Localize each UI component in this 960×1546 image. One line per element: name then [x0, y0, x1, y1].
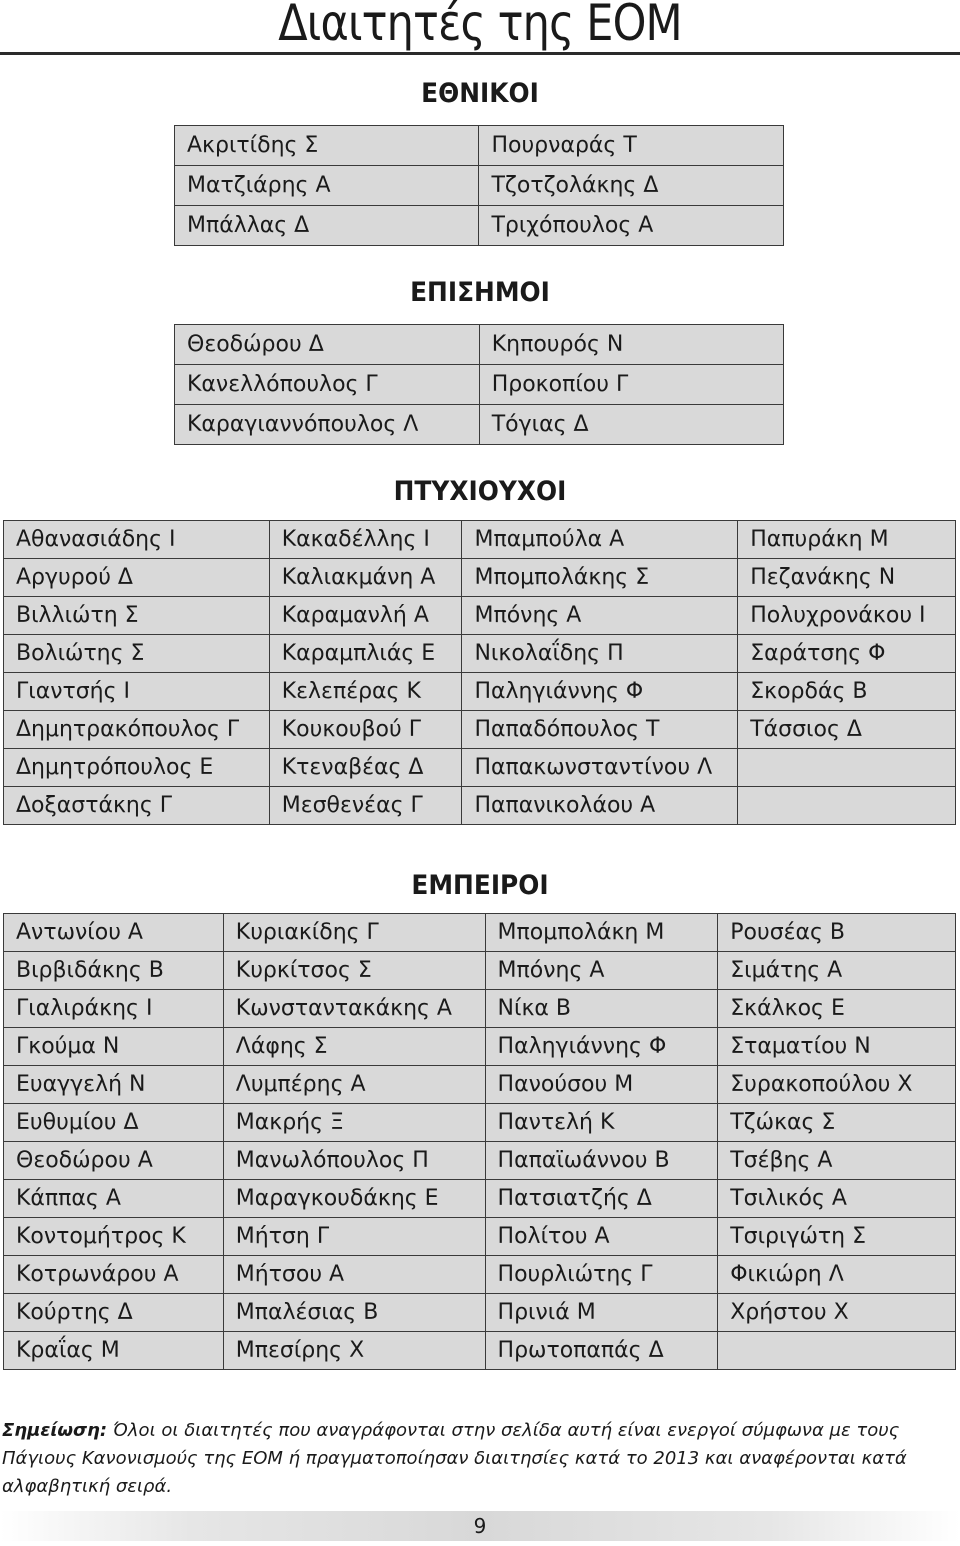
table-row — [4, 1180, 956, 1218]
table-row — [4, 1104, 956, 1142]
referee-name-cell: Μήτσου Α — [223, 1256, 485, 1294]
table-row — [4, 952, 956, 990]
table-row — [4, 673, 956, 711]
referee-name-cell: Ματζιάρης Α — [175, 166, 479, 206]
referee-name-cell: Πεζανάκης Ν — [738, 559, 956, 597]
referee-name-cell: Μπαλέσιας Β — [223, 1294, 485, 1332]
referee-name-cell: Γκούμα Ν — [4, 1028, 224, 1066]
referee-name-cell: Μανωλόπουλος Π — [223, 1142, 485, 1180]
referee-name-cell: Βιρβιδάκης Β — [4, 952, 224, 990]
referee-name-cell: Ακριτίδης Σ — [175, 126, 479, 166]
table-row — [175, 325, 784, 365]
referee-name-cell: Τόγιας Δ — [479, 405, 783, 445]
referee-name-cell: Δημητρόπουλος Ε — [4, 749, 270, 787]
referee-name-cell: Πουρλιώτης Γ — [485, 1256, 718, 1294]
referee-name-cell: Παληγιάννης Φ — [485, 1028, 718, 1066]
table-row — [4, 711, 956, 749]
referee-name-cell: Καραγιαννόπουλος Λ — [175, 405, 480, 445]
referee-name-cell: Αργυρού Δ — [4, 559, 270, 597]
section-heading-ethnikoi: ΕΘΝΙΚΟΙ — [421, 78, 539, 109]
referee-name-cell: Παντελή Κ — [485, 1104, 718, 1142]
referee-name-cell: Μαραγκουδάκης Ε — [223, 1180, 485, 1218]
referee-name-cell: Πρινιά Μ — [485, 1294, 718, 1332]
table-row — [4, 635, 956, 673]
referee-name-cell: Μήτση Γ — [223, 1218, 485, 1256]
referee-name-cell: Τσιριγώτη Σ — [718, 1218, 956, 1256]
referee-name-cell: Μακρής Ξ — [223, 1104, 485, 1142]
table-row — [4, 597, 956, 635]
referee-name-cell: Καραμανλή Α — [269, 597, 462, 635]
referee-name-cell: Παπαδόπουλος Τ — [462, 711, 738, 749]
table-row — [4, 1256, 956, 1294]
page-number: 9 — [473, 1514, 487, 1538]
referee-name-cell: Κοτρωνάρου Α — [4, 1256, 224, 1294]
referee-name-cell: Γιαλιράκης Ι — [4, 990, 224, 1028]
table-row — [175, 405, 784, 445]
referee-name-cell — [718, 1332, 956, 1370]
referee-name-cell: Ρουσέας Β — [718, 914, 956, 952]
table-row — [4, 914, 956, 952]
referee-name-cell: Κούρτης Δ — [4, 1294, 224, 1332]
title-rule — [0, 52, 960, 55]
referee-name-cell: Κυριακίδης Γ — [223, 914, 485, 952]
referee-name-cell: Σιμάτης Α — [718, 952, 956, 990]
referee-name-cell: Τζοτζολάκης Δ — [479, 166, 784, 206]
footnote — [2, 1417, 952, 1501]
referee-name-cell: Σαράτσης Φ — [738, 635, 956, 673]
referee-name-cell: Λυμπέρης Α — [223, 1066, 485, 1104]
referee-name-cell: Βολιώτης Σ — [4, 635, 270, 673]
referee-name-cell: Πατσιατζής Δ — [485, 1180, 718, 1218]
referee-name-cell: Καραμπλιάς Ε — [269, 635, 462, 673]
referee-name-cell: Σκάλκος Ε — [718, 990, 956, 1028]
referee-name-cell: Πανούσου Μ — [485, 1066, 718, 1104]
table-ptyxiouxoi — [3, 520, 956, 825]
referee-name-cell: Παπυράκη Μ — [738, 521, 956, 559]
referee-name-cell: Ευαγγελή Ν — [4, 1066, 224, 1104]
referee-name-cell: Τσιλικός Α — [718, 1180, 956, 1218]
referee-name-cell: Μπομπολάκης Σ — [462, 559, 738, 597]
referee-name-cell: Κανελλόπουλος Γ — [175, 365, 480, 405]
referee-name-cell: Μεσθενέας Γ — [269, 787, 462, 825]
table-row — [4, 521, 956, 559]
referee-name-cell: Κηπουρός Ν — [479, 325, 783, 365]
referee-name-cell: Κυρκίτσος Σ — [223, 952, 485, 990]
footnote-label: Σημείωση: — [2, 1420, 108, 1441]
table-empeiroi — [3, 913, 956, 1370]
section-heading-episimoi: ΕΠΙΣΗΜΟΙ — [410, 277, 550, 308]
table-row — [4, 1028, 956, 1066]
referee-name-cell: Κάππας Α — [4, 1180, 224, 1218]
referee-name-cell: Μπάλλας Δ — [175, 206, 479, 246]
referee-name-cell: Κοντομήτρος Κ — [4, 1218, 224, 1256]
referee-name-cell: Μπομπολάκη Μ — [485, 914, 718, 952]
referee-name-cell: Αντωνίου Α — [4, 914, 224, 952]
referee-name-cell: Μπαμπούλα Α — [462, 521, 738, 559]
referee-name-cell: Τριχόπουλος Α — [479, 206, 784, 246]
referee-name-cell: Βιλλιώτη Σ — [4, 597, 270, 635]
table-row — [4, 1066, 956, 1104]
table-row — [175, 365, 784, 405]
referee-name-cell: Συρακοπούλου Χ — [718, 1066, 956, 1104]
referee-name-cell: Κακαδέλλης Ι — [269, 521, 462, 559]
referee-name-cell: Αθανασιάδης Ι — [4, 521, 270, 559]
referee-name-cell: Νικολαΐδης Π — [462, 635, 738, 673]
referee-name-cell: Παπανικολάου Α — [462, 787, 738, 825]
table-episimoi — [174, 324, 784, 445]
referee-name-cell: Κραΐας Μ — [4, 1332, 224, 1370]
table-row — [175, 126, 784, 166]
referee-name-cell: Κωνσταντακάκης Α — [223, 990, 485, 1028]
referee-name-cell: Ευθυμίου Δ — [4, 1104, 224, 1142]
referee-name-cell: Τάσσιος Δ — [738, 711, 956, 749]
table-row — [4, 1294, 956, 1332]
referee-name-cell: Νίκα Β — [485, 990, 718, 1028]
referee-name-cell: Τσέβης Α — [718, 1142, 956, 1180]
referee-name-cell: Πουρναράς Τ — [479, 126, 784, 166]
referee-name-cell: Κουκουβού Γ — [269, 711, 462, 749]
referee-name-cell: Πρωτοπαπάς Δ — [485, 1332, 718, 1370]
referee-name-cell: Δοξαστάκης Γ — [4, 787, 270, 825]
referee-name-cell: Παπαϊωάννου Β — [485, 1142, 718, 1180]
referee-name-cell: Πολυχρονάκου Ι — [738, 597, 956, 635]
referee-name-cell: Παληγιάννης Φ — [462, 673, 738, 711]
referee-name-cell: Πολίτου Α — [485, 1218, 718, 1256]
referee-name-cell: Κελεπέρας Κ — [269, 673, 462, 711]
referee-name-cell: Σκορδάς Β — [738, 673, 956, 711]
section-heading-empeiroi: ΕΜΠΕΙΡΟΙ — [411, 870, 549, 901]
referee-name-cell: Θεοδώρου Α — [4, 1142, 224, 1180]
referee-name-cell: Προκοπίου Γ — [479, 365, 783, 405]
referee-name-cell: Μπεσίρης Χ — [223, 1332, 485, 1370]
table-row — [4, 1142, 956, 1180]
table-row — [4, 1332, 956, 1370]
footnote-text: Όλοι οι διαιτητές που αναγράφονται στην σελίδα αυτή είναι ενεργοί σύμφωνα με τους Πάγιους Κανονισμούς της ΕΟΜ ή πραγματοποίησαν διαιτησίες κατά το 2013 και αναφέρονται κατά αλφαβητική σειρά. — [2, 1420, 907, 1497]
page-title: Διαιτητές της ΕΟΜ — [278, 0, 682, 52]
referee-name-cell: Λάφης Σ — [223, 1028, 485, 1066]
referee-name-cell: Μπόνης Α — [462, 597, 738, 635]
referee-name-cell: Δημητρακόπουλος Γ — [4, 711, 270, 749]
referee-name-cell — [738, 749, 956, 787]
table-row — [4, 990, 956, 1028]
referee-name-cell: Κτεναβέας Δ — [269, 749, 462, 787]
section-heading-ptyxiouxoi: ΠΤΥΧΙΟΥΧΟΙ — [393, 476, 567, 507]
table-row — [4, 1218, 956, 1256]
referee-name-cell: Θεοδώρου Δ — [175, 325, 480, 365]
referee-name-cell: Χρήστου Χ — [718, 1294, 956, 1332]
referee-name-cell: Γιαντσής Ι — [4, 673, 270, 711]
referee-name-cell — [738, 787, 956, 825]
referee-name-cell: Μπόνης Α — [485, 952, 718, 990]
referee-name-cell: Παπακωνσταντίνου Λ — [462, 749, 738, 787]
table-row — [4, 749, 956, 787]
referee-name-cell: Καλιακμάνη Α — [269, 559, 462, 597]
referee-name-cell: Σταματίου Ν — [718, 1028, 956, 1066]
table-row — [175, 166, 784, 206]
referee-name-cell: Τζώκας Σ — [718, 1104, 956, 1142]
table-row — [4, 787, 956, 825]
table-ethnikoi — [174, 125, 784, 246]
referee-name-cell: Φικιώρη Λ — [718, 1256, 956, 1294]
table-row — [175, 206, 784, 246]
table-row — [4, 559, 956, 597]
